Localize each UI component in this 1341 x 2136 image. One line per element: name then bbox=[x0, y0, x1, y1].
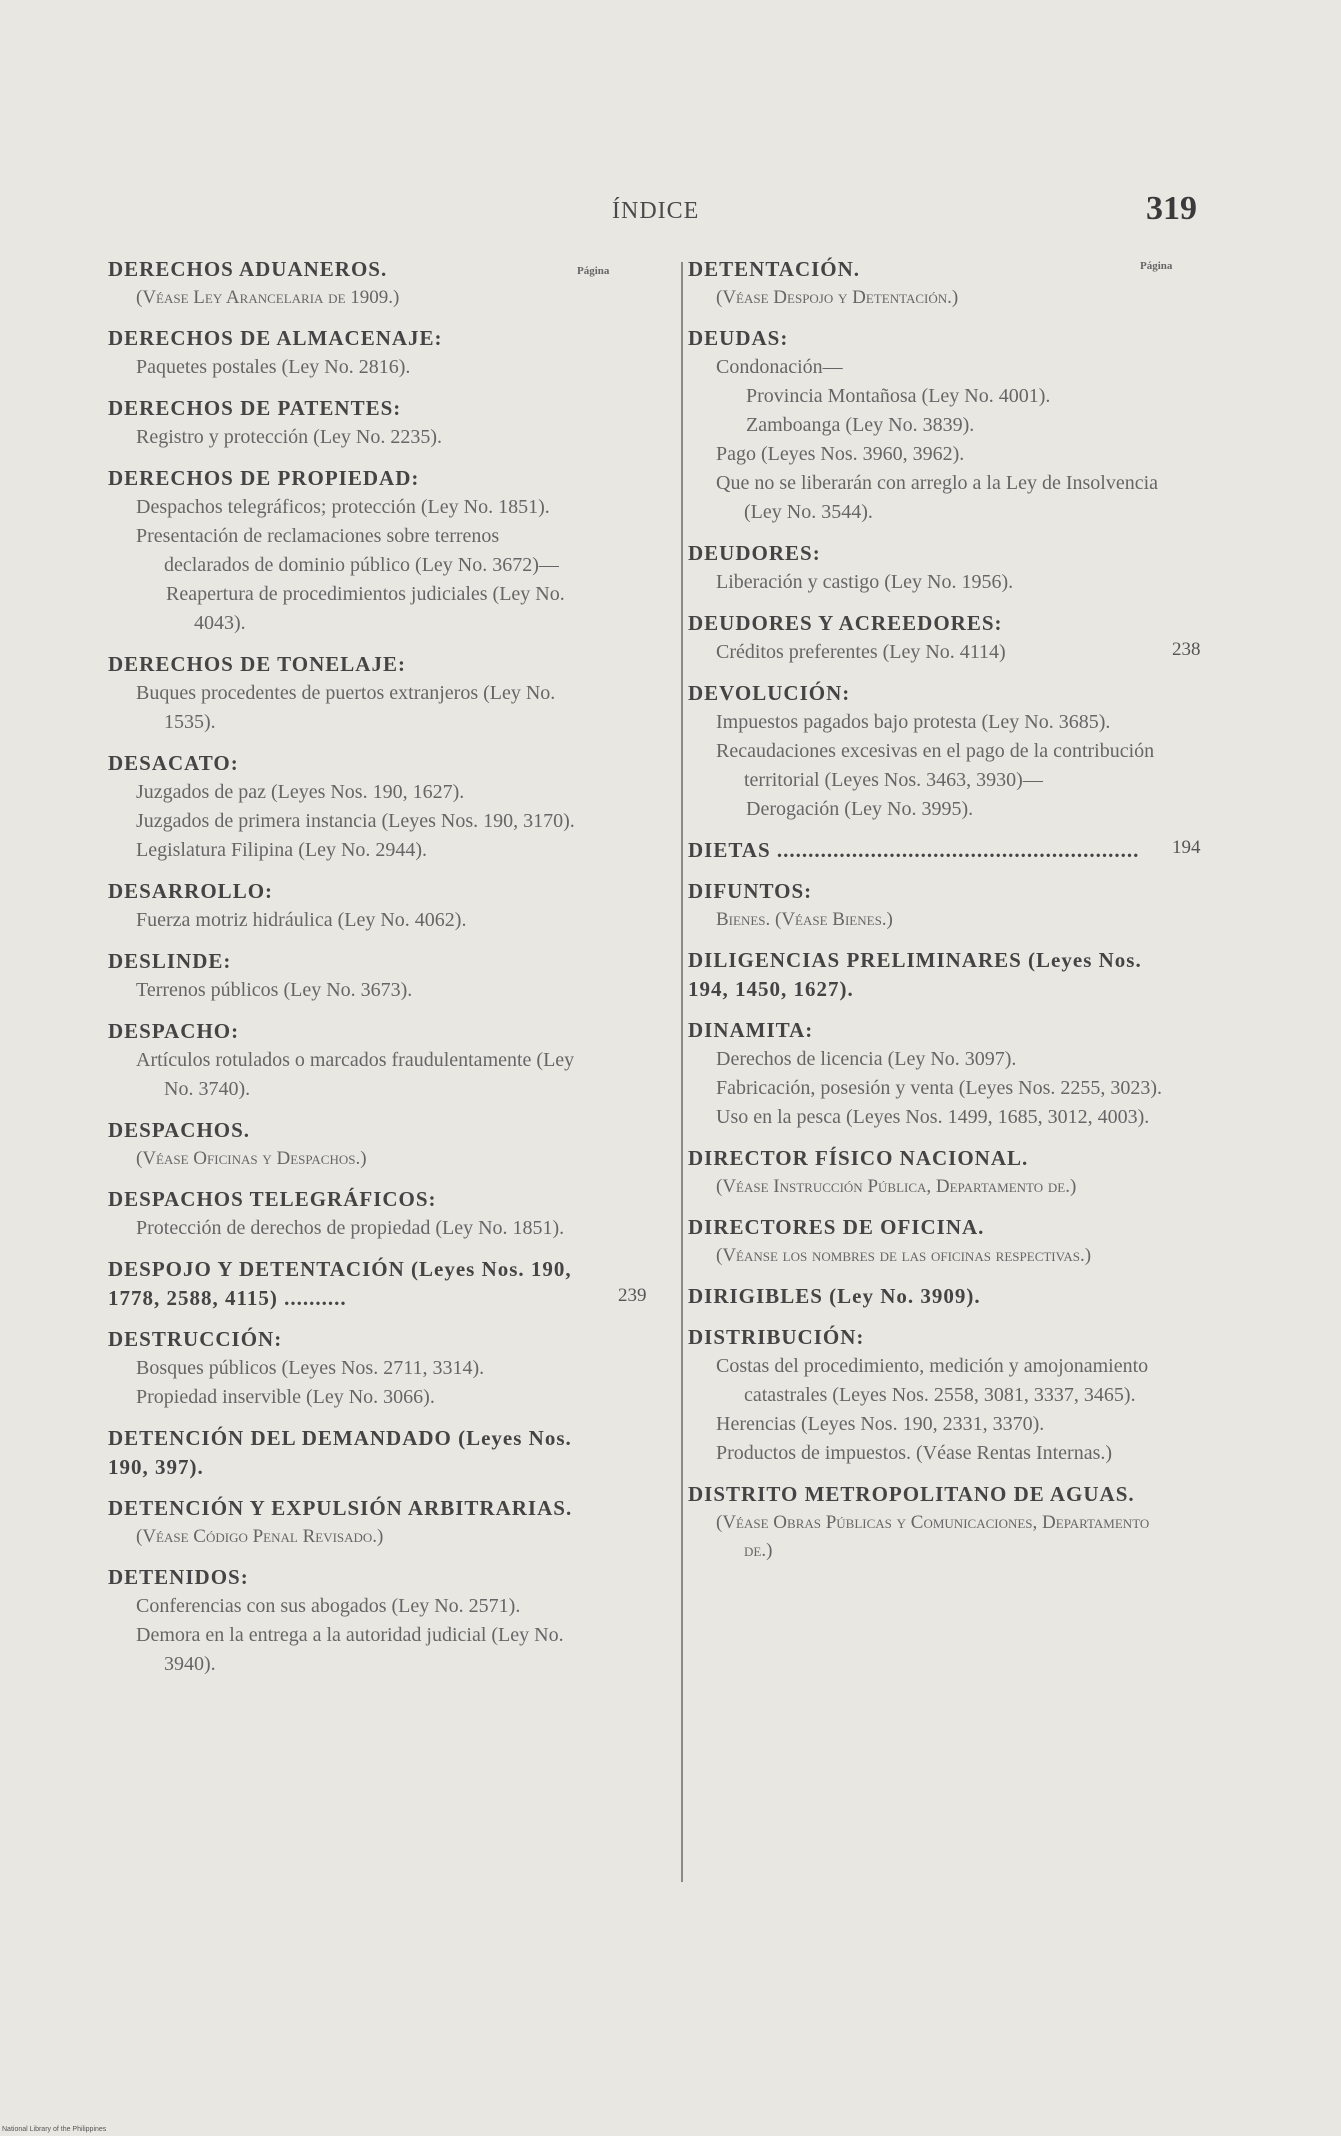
entry-subheading: Créditos preferentes (Ley No. 4114) bbox=[716, 641, 1006, 663]
index-entry bbox=[108, 947, 588, 1005]
entry-heading: DIRECTOR FÍSICO NACIONAL. bbox=[688, 1146, 1029, 1170]
entry-heading: DISTRIBUCIÓN: bbox=[688, 1325, 865, 1349]
entry-subheading: Recaudaciones excesivas en el pago de la contribución territorial (Leyes Nos. 3463, 3930)— bbox=[716, 740, 1155, 791]
page-number: 319 bbox=[1146, 190, 1197, 227]
entry-heading: DERECHOS DE TONELAJE: bbox=[108, 652, 406, 676]
entry-subheading: Buques procedentes de puertos extranjeros (Ley No. 1535). bbox=[136, 682, 556, 733]
entry-heading: DERECHOS DE ALMACENAJE: bbox=[108, 326, 443, 350]
entry-heading: DERECHOS DE PROPIEDAD: bbox=[108, 466, 420, 490]
entry-heading: DESARROLLO: bbox=[108, 879, 274, 903]
entry-subheading: Artículos rotulados o marcados fraudulentamente (Ley No. 3740). bbox=[136, 1049, 575, 1100]
entry-subheading: Uso en la pesca (Leyes Nos. 1499, 1685, 3012, 4003). bbox=[716, 1106, 1150, 1128]
entry-subheading: Legislatura Filipina (Ley No. 2944). bbox=[136, 839, 428, 861]
index-entry bbox=[108, 1325, 588, 1412]
index-entry bbox=[108, 749, 588, 865]
index-entry bbox=[108, 1424, 588, 1482]
entry-heading: DEUDAS: bbox=[688, 326, 789, 350]
entry-subheading: Juzgados de primera instancia (Leyes Nos. 190, 3170). bbox=[136, 810, 575, 832]
entry-subheading: Condonación— bbox=[716, 356, 843, 378]
entry-subheading: Protección de derechos de propiedad (Ley No. 1851). bbox=[136, 1217, 565, 1239]
index-entry bbox=[688, 1323, 1180, 1468]
entry-subheading: Presentación de reclamaciones sobre terrenos declarados de dominio público (Ley No. 3672)— bbox=[136, 525, 559, 576]
entry-subheading: Provincia Montañosa (Ley No. 4001). bbox=[746, 385, 1051, 407]
entry-heading: DERECHOS ADUANEROS. bbox=[108, 257, 388, 281]
entry-heading: DESLINDE: bbox=[108, 949, 232, 973]
index-entry bbox=[108, 877, 588, 935]
entry-heading: DETENTACIÓN. bbox=[688, 257, 861, 281]
entry-cross-reference: (Véase Ley Arancelaria de 1909.) bbox=[136, 287, 400, 308]
entry-page-number: 194 bbox=[1172, 837, 1201, 858]
entry-subheading: Conferencias con sus abogados (Ley No. 2571). bbox=[136, 1595, 521, 1617]
index-entry bbox=[108, 1563, 588, 1679]
entry-cross-reference: (Véase Obras Públicas y Comunicaciones, Departamento de.) bbox=[716, 1512, 1150, 1561]
index-entry bbox=[108, 394, 588, 452]
entry-heading: DEUDORES: bbox=[688, 541, 821, 565]
pagina-label-right: Página bbox=[1140, 260, 1173, 272]
entry-heading: DETENIDOS: bbox=[108, 1565, 249, 1589]
entry-subheading: Fabricación, posesión y venta (Leyes Nos. 2255, 3023). bbox=[716, 1077, 1163, 1099]
entry-heading: DIETAS .......................................................... bbox=[688, 838, 1140, 862]
index-entry bbox=[688, 1480, 1180, 1565]
entry-heading: DESPACHOS. bbox=[108, 1118, 251, 1142]
entry-cross-reference: (Véase Instrucción Pública, Departamento de.) bbox=[716, 1176, 1077, 1197]
entry-heading: DEUDORES Y ACREEDORES: bbox=[688, 611, 1003, 635]
index-entry bbox=[688, 255, 1180, 312]
entry-cross-reference: (Véanse los nombres de las oficinas respectivas.) bbox=[716, 1245, 1092, 1266]
index-entry bbox=[688, 836, 1201, 865]
index-entry bbox=[688, 679, 1180, 824]
index-entry bbox=[108, 1494, 588, 1551]
entry-subheading: Terrenos públicos (Ley No. 3673). bbox=[136, 979, 413, 1001]
entry-heading: DIFUNTOS: bbox=[688, 879, 813, 903]
entry-subheading: Que no se liberarán con arreglo a la Ley de Insolvencia (Ley No. 3544). bbox=[716, 472, 1159, 523]
entry-heading: DESPACHO: bbox=[108, 1019, 240, 1043]
entry-subheading: Impuestos pagados bajo protesta (Ley No. 3685). bbox=[716, 711, 1111, 733]
entry-subheading: Derogación (Ley No. 3995). bbox=[746, 798, 974, 820]
entry-subheading: Productos de impuestos. (Véase Rentas Internas.) bbox=[716, 1442, 1113, 1464]
entry-subheading: Pago (Leyes Nos. 3960, 3962). bbox=[716, 443, 965, 465]
entry-heading: DISTRITO METROPOLITANO DE AGUAS. bbox=[688, 1482, 1135, 1506]
entry-heading: DESTRUCCIÓN: bbox=[108, 1327, 283, 1351]
index-entry bbox=[108, 1116, 588, 1173]
entry-subheading: Paquetes postales (Ley No. 2816). bbox=[136, 356, 411, 378]
entry-page-number: 238 bbox=[1172, 639, 1201, 660]
index-entry bbox=[108, 1017, 588, 1104]
entry-subheading: Demora en la entrega a la autoridad judicial (Ley No. 3940). bbox=[136, 1624, 564, 1675]
entry-heading: DETENCIÓN DEL DEMANDADO (Leyes Nos. 190, 397). bbox=[108, 1426, 572, 1479]
entry-heading: DIRECTORES DE OFICINA. bbox=[688, 1215, 985, 1239]
entry-subheading: Costas del procedimiento, medición y amojonamiento catastrales (Leyes Nos. 2558, 3081, 3337, 3465). bbox=[716, 1355, 1149, 1406]
entry-cross-reference: Bienes. (Véase Bienes.) bbox=[716, 909, 893, 930]
index-entry bbox=[108, 464, 588, 638]
entry-subheading: Zamboanga (Ley No. 3839). bbox=[746, 414, 975, 436]
index-entry bbox=[688, 609, 1201, 667]
entry-heading: DERECHOS DE PATENTES: bbox=[108, 396, 402, 420]
entry-heading: DESPACHOS TELEGRÁFICOS: bbox=[108, 1187, 437, 1211]
index-column-right bbox=[688, 255, 1201, 1577]
index-entry bbox=[108, 1255, 647, 1313]
entry-subheading: Propiedad inservible (Ley No. 3066). bbox=[136, 1386, 435, 1408]
entry-subheading: Juzgados de paz (Leyes Nos. 190, 1627). bbox=[136, 781, 465, 803]
index-entry bbox=[688, 1213, 1180, 1270]
entry-heading: DIRIGIBLES (Ley No. 3909). bbox=[688, 1284, 981, 1308]
entry-heading: DEVOLUCIÓN: bbox=[688, 681, 851, 705]
entry-subheading: Bosques públicos (Leyes Nos. 2711, 3314). bbox=[136, 1357, 485, 1379]
entry-heading: DINAMITA: bbox=[688, 1018, 814, 1042]
entry-subheading: Despachos telegráficos; protección (Ley No. 1851). bbox=[136, 496, 550, 518]
index-entry bbox=[688, 539, 1180, 597]
index-entry bbox=[688, 877, 1180, 934]
entry-heading: DESPOJO Y DETENTACIÓN (Leyes Nos. 190, 1778, 2588, 4115) .......... bbox=[108, 1257, 572, 1310]
index-entry bbox=[108, 324, 588, 382]
index-entry bbox=[108, 255, 588, 312]
footer-credit: National Library of the Philippines bbox=[2, 2126, 107, 2133]
entry-heading: DESACATO: bbox=[108, 751, 239, 775]
index-entry bbox=[688, 1282, 1180, 1311]
entry-heading: DILIGENCIAS PRELIMINARES (Leyes Nos. 194, 1450, 1627). bbox=[688, 948, 1142, 1001]
entry-heading: DETENCIÓN Y EXPULSIÓN ARBITRARIAS. bbox=[108, 1496, 573, 1520]
entry-page-number: 239 bbox=[618, 1285, 647, 1306]
entry-subheading: Herencias (Leyes Nos. 190, 2331, 3370). bbox=[716, 1413, 1045, 1435]
entry-cross-reference: (Véase Despojo y Detentación.) bbox=[716, 287, 959, 308]
entry-subheading: Derechos de licencia (Ley No. 3097). bbox=[716, 1048, 1017, 1070]
index-entry bbox=[688, 946, 1180, 1004]
index-entry bbox=[688, 324, 1180, 527]
index-entry bbox=[688, 1016, 1180, 1132]
entry-subheading: Reapertura de procedimientos judiciales (Ley No. 4043). bbox=[166, 583, 565, 634]
index-entry bbox=[108, 1185, 588, 1243]
entry-subheading: Registro y protección (Ley No. 2235). bbox=[136, 426, 443, 448]
entry-cross-reference: (Véase Oficinas y Despachos.) bbox=[136, 1148, 367, 1169]
running-title: ÍNDICE bbox=[612, 198, 700, 224]
column-divider bbox=[681, 262, 683, 1882]
pagina-label-left: Página bbox=[577, 265, 610, 277]
entry-subheading: Liberación y castigo (Ley No. 1956). bbox=[716, 571, 1014, 593]
index-entry bbox=[108, 650, 588, 737]
index-entry bbox=[688, 1144, 1180, 1201]
entry-subheading: Fuerza motriz hidráulica (Ley No. 4062). bbox=[136, 909, 467, 931]
entry-cross-reference: (Véase Código Penal Revisado.) bbox=[136, 1526, 384, 1547]
